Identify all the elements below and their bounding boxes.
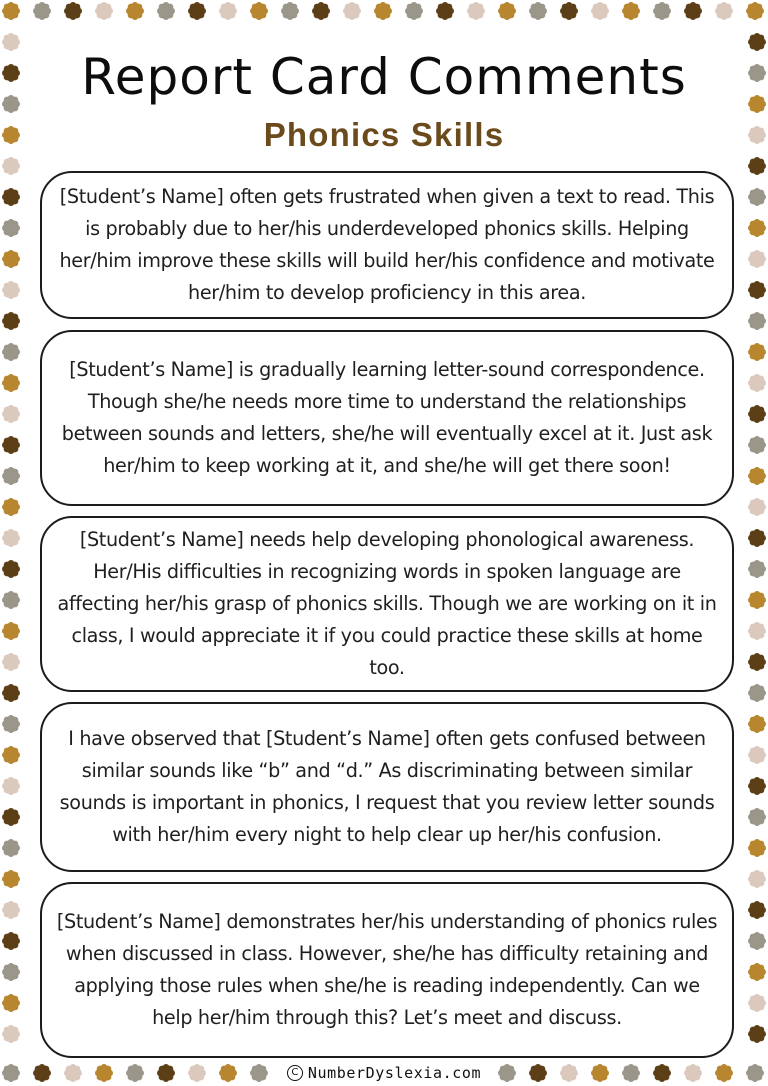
flower-icon — [747, 156, 767, 176]
flower-icon — [747, 1024, 767, 1044]
flower-icon — [590, 1, 610, 21]
flower-icon — [342, 1, 362, 21]
flower-icon — [747, 900, 767, 920]
flower-icon — [747, 404, 767, 424]
comment-card-3 — [40, 516, 734, 692]
flower-icon — [1, 435, 21, 455]
flower-icon — [466, 1, 486, 21]
flower-icon — [747, 714, 767, 734]
page-subtitle: Phonics Skills — [263, 116, 505, 153]
flower-icon — [747, 559, 767, 579]
comment-card-2 — [40, 330, 734, 506]
comment-text: [Student’s Name] needs help developing phonological awareness. Her/His difficulties in recognizing words in spoken language are affecting her/his grasp of phonics skills. Though we are working on it in class, I would appreciate it if you could practice these skills at home too. — [57, 528, 717, 679]
flower-icon — [187, 1, 207, 21]
footer-site-name: NumberDyslexia.com — [307, 1064, 482, 1082]
flower-icon — [683, 1, 703, 21]
comment-text: I have observed that [Student’s Name] often gets confused between similar sounds like “b” and “d.” As discriminating between similar sounds is important in phonics, I request that you review letter sounds with her/him every night to help clear up her/his confusion. — [59, 727, 715, 846]
flower-icon — [1, 218, 21, 238]
flower-icon — [1, 962, 21, 982]
flower-icon — [747, 838, 767, 858]
flower-icon — [747, 280, 767, 300]
flower-icon — [1, 559, 21, 579]
footer-credit — [0, 1062, 768, 1084]
comment-card-1 — [40, 171, 734, 319]
flower-icon — [280, 1, 300, 21]
flower-icon — [1, 683, 21, 703]
flower-icon — [156, 1, 176, 21]
flower-icon — [747, 683, 767, 703]
flower-icon — [404, 1, 424, 21]
flower-icon — [1, 838, 21, 858]
flower-icon — [32, 1, 52, 21]
flower-icon — [1, 156, 21, 176]
flower-icon — [1, 714, 21, 734]
flower-icon — [1, 900, 21, 920]
flower-icon — [1, 373, 21, 393]
flower-icon — [1, 311, 21, 331]
flower-icon — [435, 1, 455, 21]
flower-icon — [747, 466, 767, 486]
flower-icon — [714, 1, 734, 21]
flower-icon — [125, 1, 145, 21]
flower-icon — [1, 342, 21, 362]
flower-icon — [621, 1, 641, 21]
flower-icon — [1, 776, 21, 796]
flower-icon — [249, 1, 269, 21]
flower-icon — [1, 652, 21, 672]
flower-icon — [1, 466, 21, 486]
flower-icon — [1, 497, 21, 517]
page-title: Report Card Comments — [81, 48, 687, 106]
flower-icon — [1, 745, 21, 765]
flower-icon — [747, 218, 767, 238]
flower-icon — [745, 1, 765, 21]
flower-icon — [311, 1, 331, 21]
flower-icon — [1, 249, 21, 269]
flower-icon — [1, 993, 21, 1013]
flower-icon — [747, 311, 767, 331]
flower-icon — [373, 1, 393, 21]
flower-icon — [747, 993, 767, 1013]
flower-icon — [1, 404, 21, 424]
flower-icon — [1, 1, 21, 21]
flower-icon — [747, 931, 767, 951]
flower-icon — [747, 435, 767, 455]
flower-icon — [1, 1024, 21, 1044]
flower-icon — [1, 621, 21, 641]
flower-icon — [1, 807, 21, 827]
flower-icon — [497, 1, 517, 21]
comment-text: [Student’s Name] demonstrates her/his understanding of phonics rules when discussed in class. However, she/he has difficulty retaining and applying those rules when she/he is reading independently. Can we help her/him through this? Let’s meet and discuss. — [56, 910, 718, 1029]
flower-icon — [94, 1, 114, 21]
flower-icon — [559, 1, 579, 21]
copyright-icon: C — [287, 1065, 303, 1081]
flower-icon — [747, 373, 767, 393]
comment-text: [Student’s Name] is gradually learning letter-sound correspondence. Though she/he needs more time to understand the relationships between sounds and letters, she/he will eventually excel at it. Just ask her/him to keep working at it, and she/he will get there soon! — [61, 358, 713, 477]
comment-card-5 — [40, 882, 734, 1058]
flower-icon — [747, 776, 767, 796]
flower-icon — [747, 962, 767, 982]
flower-icon — [1, 280, 21, 300]
flower-icon — [747, 807, 767, 827]
flower-icon — [1, 931, 21, 951]
flower-icon — [747, 187, 767, 207]
flower-icon — [1, 869, 21, 889]
flower-icon — [218, 1, 238, 21]
flower-icon — [747, 497, 767, 517]
flower-icon — [1, 590, 21, 610]
comment-card-4 — [40, 702, 734, 872]
flower-icon — [747, 590, 767, 610]
flower-icon — [528, 1, 548, 21]
flower-icon — [747, 652, 767, 672]
flower-icon — [1, 187, 21, 207]
flower-icon — [1, 528, 21, 548]
flower-icon — [747, 528, 767, 548]
flower-icon — [747, 745, 767, 765]
comment-text: [Student’s Name] often gets frustrated when given a text to read. This is probably due to her/his underdeveloped phonics skills. Helping her/him improve these skills will build her/his confidence and motivate her/him to develop proficiency in this area. — [59, 185, 715, 304]
flower-icon — [747, 342, 767, 362]
flower-icon — [747, 249, 767, 269]
flower-icon — [747, 869, 767, 889]
flower-icon — [652, 1, 672, 21]
flower-icon — [63, 1, 83, 21]
flower-icon — [747, 621, 767, 641]
